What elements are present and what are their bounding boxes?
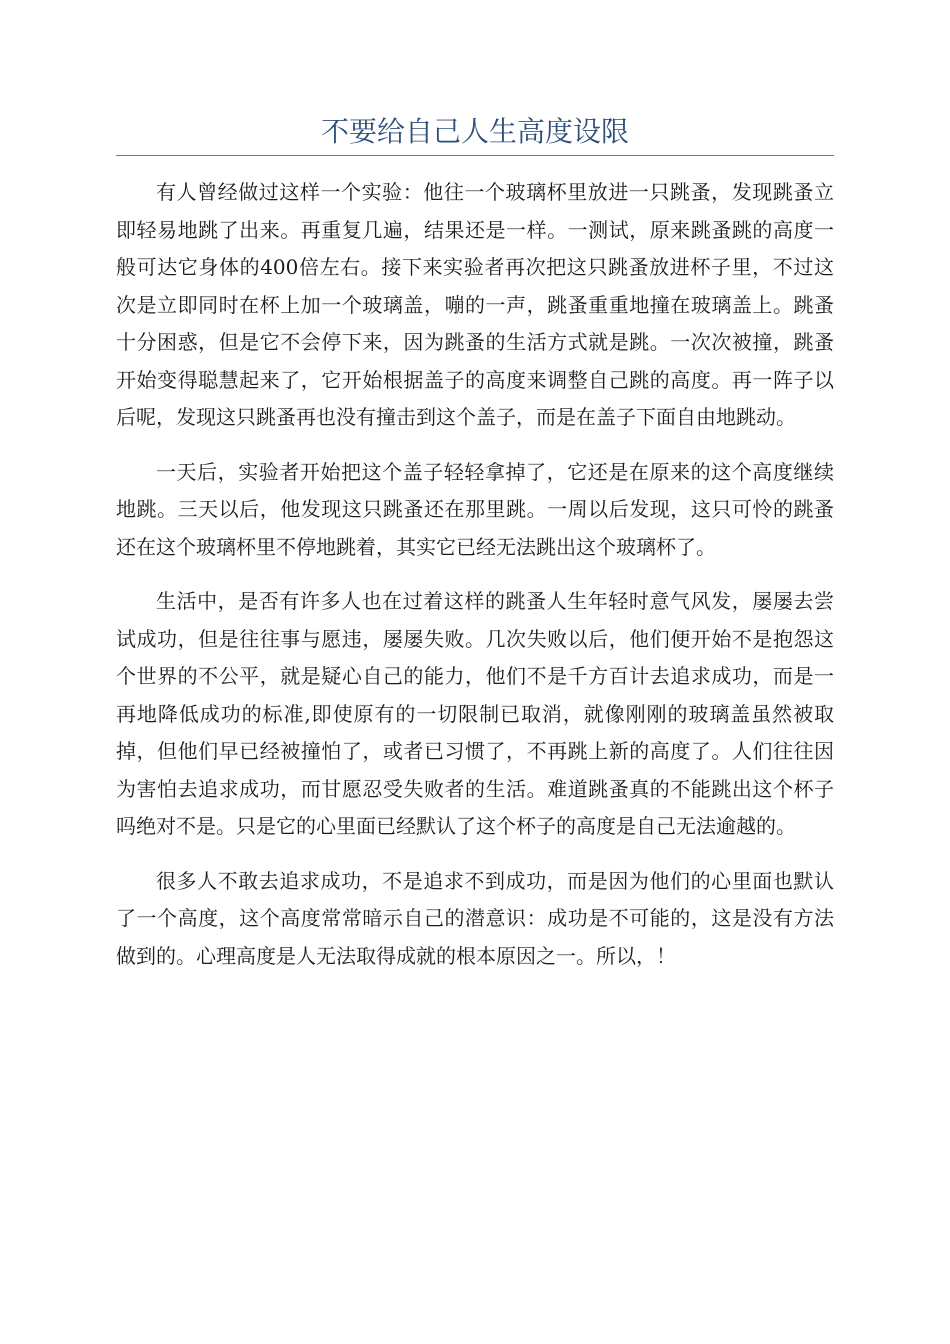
paragraph-1: 有人曾经做过这样一个实验：他往一个玻璃杯里放进一只跳蚤，发现跳蚤立即轻易地跳了出来。再重复几遍，结果还是一样。一测试，原来跳蚤跳的高度一般可达它身体的400倍左右。接下来实验者再次把这只跳蚤放进杯子里，不过这次是立即同时在杯上加一个玻璃盖，嘣的一声，跳蚤重重地撞在玻璃盖上。跳蚤十分困惑，但是它不会停下来，因为跳蚤的生活方式就是跳。一次次被撞，跳蚤开始变得聪慧起来了，它开始根据盖子的高度来调整自己跳的高度。再一阵子以后呢，发现这只跳蚤再也没有撞击到这个盖子，而是在盖子下面自由地跳动。: [116, 180, 834, 429]
document-title: 不要给自己人生高度设限: [320, 115, 629, 148]
paragraph-3: 生活中，是否有许多人也在过着这样的跳蚤人生年轻时意气风发，屡屡去尝试成功，但是往往事与愿违，屡屡失败。几次失败以后，他们便开始不是抱怨这个世界的不公平，就是疑心自己的能力，他们不是千方百计去追求成功，而是一再地降低成功的标准,即使原有的一切限制已取消，就像刚刚的玻璃盖虽然被取掉，但他们早已经被撞怕了，或者已习惯了，不再跳上新的高度了。人们往往因为害怕去追求成功，而甘愿忍受失败者的生活。难道跳蚤真的不能跳出这个杯子吗绝对不是。只是它的心里面已经默认了这个杯子的高度是自己无法逾越的。: [116, 589, 834, 838]
paragraph-2: 一天后，实验者开始把这个盖子轻轻拿掉了，它还是在原来的这个高度继续地跳。三天以后，他发现这只跳蚤还在那里跳。一周以后发现，这只可怜的跳蚤还在这个玻璃杯里不停地跳着，其实它已经无法跳出这个玻璃杯了。: [116, 459, 834, 559]
document-body: [116, 174, 834, 992]
paragraph-4: 很多人不敢去追求成功，不是追求不到成功，而是因为他们的心里面也默认了一个高度，这个高度常常暗示自己的潜意识：成功是不可能的，这是没有方法做到的。心理高度是人无法取得成就的根本原因之一。所以，！: [116, 868, 834, 968]
title-underline: [116, 155, 834, 156]
